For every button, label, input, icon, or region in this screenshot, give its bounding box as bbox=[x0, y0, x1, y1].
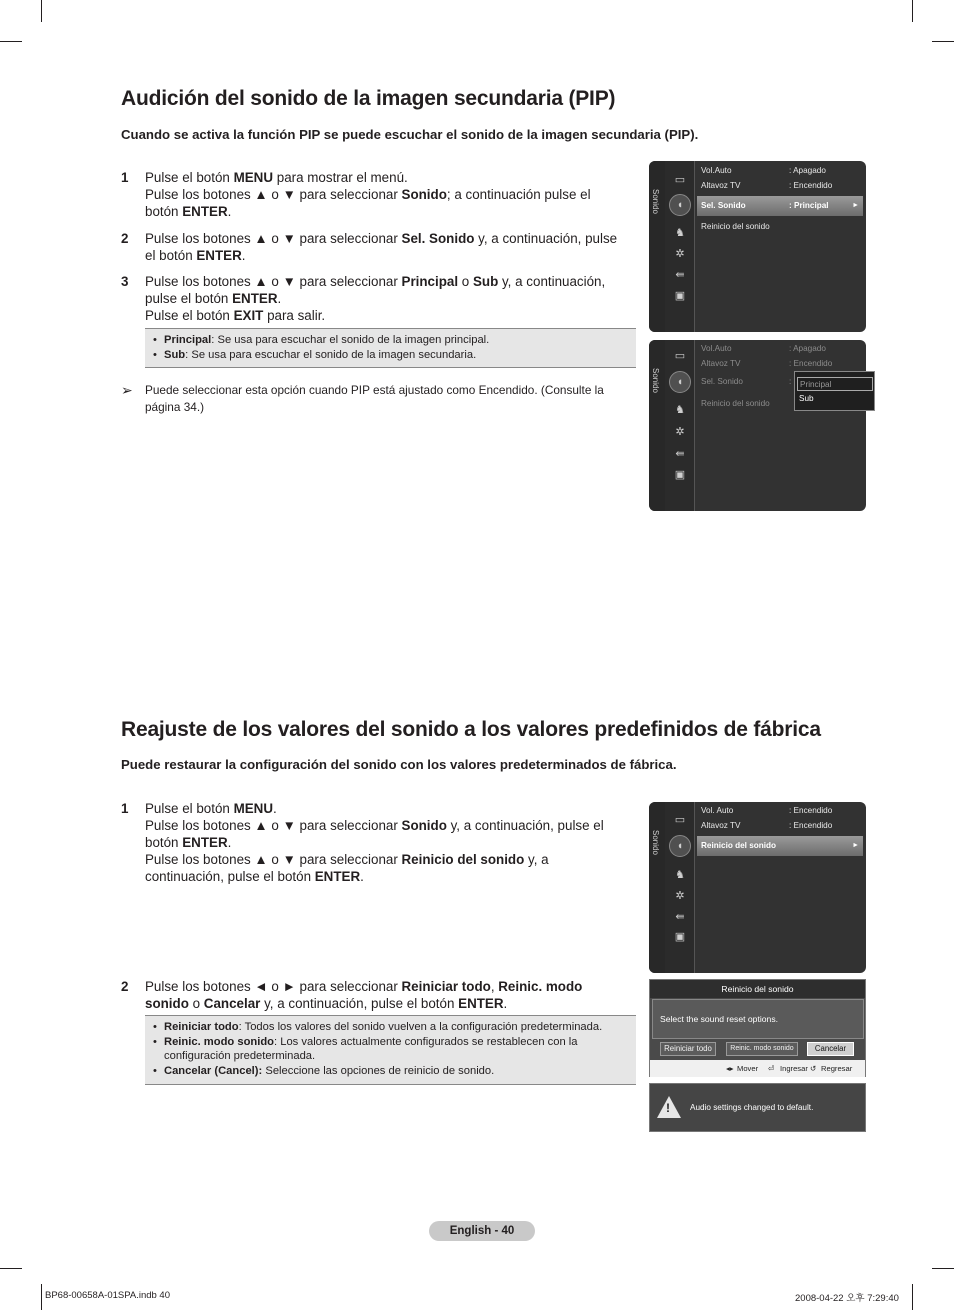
sound-select-dropdown bbox=[794, 371, 875, 411]
tv-menu-sonido-2 bbox=[649, 340, 866, 511]
step-number: 2 bbox=[121, 979, 129, 994]
list-item: • Cancelar (Cancel): Seleccione las opciones de reinicio de sonido. bbox=[153, 1064, 495, 1077]
menu-icon-bar bbox=[665, 340, 695, 511]
dialog-title: Reinicio del sonido bbox=[650, 980, 865, 998]
arrow-right-icon: ► bbox=[852, 202, 859, 209]
picture-icon[interactable]: ▭ bbox=[674, 814, 686, 826]
input-icon[interactable]: ⇚ bbox=[675, 911, 685, 923]
menu-row-selected[interactable]: Sel. Sonido : Principal ► bbox=[697, 196, 863, 216]
print-date-label: 2008-04-22 오후 7:29:40 bbox=[795, 1293, 899, 1304]
section2-title: Reajuste de los valores del sonido a los valores predefinidos de fábrica bbox=[121, 718, 821, 741]
channel-icon[interactable]: ♞ bbox=[675, 404, 685, 416]
crop-mark bbox=[41, 0, 42, 22]
crop-mark bbox=[0, 41, 22, 42]
menu-row[interactable]: Reinicio del sonido bbox=[701, 222, 770, 231]
option-principal[interactable]: Principal bbox=[797, 377, 873, 391]
sound-icon[interactable]: ◖ bbox=[669, 835, 691, 857]
menu-row[interactable]: Vol.Auto : Apagado bbox=[701, 166, 826, 175]
application-icon[interactable]: ▣ bbox=[674, 931, 686, 943]
crop-mark bbox=[932, 41, 954, 42]
input-icon[interactable]: ⇚ bbox=[675, 269, 685, 281]
reset-all-button[interactable]: Reiniciar todo bbox=[660, 1042, 716, 1056]
reset-sound-mode-button[interactable]: Reinic. modo sonido bbox=[726, 1042, 798, 1056]
list-item: • Reinic. modo sonido: Los valores actualmente configurados se restablecen con la configuración predeterminada. bbox=[153, 1035, 578, 1062]
s1-notes bbox=[145, 328, 636, 368]
option-sub[interactable]: Sub bbox=[799, 394, 814, 403]
page-number-badge: English - 40 bbox=[429, 1221, 535, 1241]
s2-step-1: 1 Pulse el botón MENU. Pulse los botones ▲ o ▼ para seleccionar Sonido y, a continuación, pulse el botón ENTER. Pulse los botones ▲ o ▼ para seleccionar Reinicio del sonido y, a continuación, pulse el botón ENTER. bbox=[121, 801, 604, 884]
menu-side-label: Sonido bbox=[651, 368, 660, 393]
channel-icon[interactable]: ♞ bbox=[675, 869, 685, 881]
arrow-right-icon: ➢ bbox=[121, 382, 133, 398]
channel-icon[interactable]: ♞ bbox=[675, 227, 685, 239]
menu-side-label: Sonido bbox=[651, 189, 660, 214]
s2-notes bbox=[145, 1015, 636, 1085]
move-icon: ◂▸ bbox=[726, 1064, 734, 1073]
tv-menu-sonido-3 bbox=[649, 802, 866, 973]
crop-mark bbox=[0, 1268, 22, 1269]
section1-title: Audición del sonido de la imagen secundaria (PIP) bbox=[121, 87, 616, 110]
crop-mark bbox=[912, 1284, 913, 1310]
menu-side-label: Sonido bbox=[651, 830, 660, 855]
menu-row[interactable]: Vol.Auto : Apagado bbox=[701, 344, 826, 353]
sound-icon[interactable]: ◖ bbox=[669, 371, 691, 393]
step-number: 3 bbox=[121, 274, 129, 289]
setup-icon[interactable]: ✲ bbox=[675, 426, 685, 438]
print-file-label: BP68-00658A-01SPA.indb 40 bbox=[45, 1290, 170, 1301]
step-number: 1 bbox=[121, 801, 129, 816]
step-number: 1 bbox=[121, 170, 129, 185]
menu-row[interactable]: Altavoz TV : Encendido bbox=[701, 821, 833, 830]
crop-mark bbox=[932, 1268, 954, 1269]
list-item: • Reiniciar todo: Todos los valores del sonido vuelven a la configuración predeterminada. bbox=[153, 1021, 603, 1033]
alert-message: Audio settings changed to default. bbox=[690, 1103, 814, 1112]
audio-reset-alert: ! Audio settings changed to default. bbox=[649, 1083, 866, 1132]
picture-icon[interactable]: ▭ bbox=[674, 174, 686, 186]
section2-intro: Puede restaurar la configuración del sonido con los valores predeterminados de fábrica. bbox=[121, 757, 677, 772]
list-item: • Sub: Se usa para escuchar el sonido de la imagen secundaria. bbox=[153, 348, 477, 361]
s1-tip: ➢ Puede seleccionar esta opción cuando PIP está ajustado como Encendido. (Consulte la página 34.) bbox=[121, 382, 604, 414]
tv-menu-sonido-1 bbox=[649, 161, 866, 332]
menu-row[interactable]: Reinicio del sonido bbox=[701, 399, 770, 408]
menu-icon-bar bbox=[665, 802, 695, 973]
menu-row[interactable]: Sel. Sonido : bbox=[701, 377, 792, 386]
menu-row-selected[interactable]: Reinicio del sonido ► bbox=[697, 836, 863, 856]
input-icon[interactable]: ⇚ bbox=[675, 448, 685, 460]
menu-icon-bar bbox=[665, 161, 695, 332]
menu-row[interactable]: Altavoz TV : Encendido bbox=[701, 359, 833, 368]
return-icon: ↺ bbox=[810, 1064, 817, 1073]
picture-icon[interactable]: ▭ bbox=[674, 350, 686, 362]
step-number: 2 bbox=[121, 231, 129, 246]
cancel-button[interactable]: Cancelar bbox=[807, 1042, 854, 1056]
sound-reset-dialog bbox=[649, 979, 866, 1077]
crop-mark bbox=[41, 1284, 42, 1310]
s1-step-2: 2 Pulse los botones ▲ o ▼ para seleccionar Sel. Sonido y, a continuación, pulse el botón ENTER. bbox=[121, 231, 618, 263]
s1-step-1: 1 Pulse el botón MENU para mostrar el menú. Pulse los botones ▲ o ▼ para seleccionar Sonido; a continuación pulse el botón ENTER. bbox=[121, 170, 591, 219]
application-icon[interactable]: ▣ bbox=[674, 290, 686, 302]
setup-icon[interactable]: ✲ bbox=[675, 890, 685, 902]
dialog-message: Select the sound reset options. bbox=[652, 999, 864, 1039]
application-icon[interactable]: ▣ bbox=[674, 469, 686, 481]
list-item: • Principal: Se usa para escuchar el sonido de la imagen principal. bbox=[153, 334, 490, 346]
enter-icon: ⏎ bbox=[768, 1064, 775, 1073]
menu-row[interactable]: Vol. Auto : Encendido bbox=[701, 806, 833, 815]
s1-step-3: 3 Pulse los botones ▲ o ▼ para seleccionar Principal o Sub y, a continuación, pulse el botón ENTER. Pulse el botón EXIT para salir. bbox=[121, 274, 606, 323]
sound-icon[interactable]: ◖ bbox=[669, 194, 691, 216]
crop-mark bbox=[912, 0, 913, 22]
menu-row[interactable]: Altavoz TV : Encendido bbox=[701, 181, 833, 190]
dialog-hint-bar: ◂▸ Mover ⏎ Ingresar ↺ Regresar bbox=[650, 1060, 865, 1077]
section1-intro: Cuando se activa la función PIP se puede escuchar el sonido de la imagen secundaria (PIP). bbox=[121, 127, 699, 142]
arrow-right-icon: ► bbox=[852, 842, 859, 849]
setup-icon[interactable]: ✲ bbox=[675, 248, 685, 260]
s2-step-2: 2 Pulse los botones ◄ o ► para seleccionar Reiniciar todo, Reinic. modo sonido o Cancelar y, a continuación, pulse el botón ENTER. bbox=[121, 979, 583, 1011]
